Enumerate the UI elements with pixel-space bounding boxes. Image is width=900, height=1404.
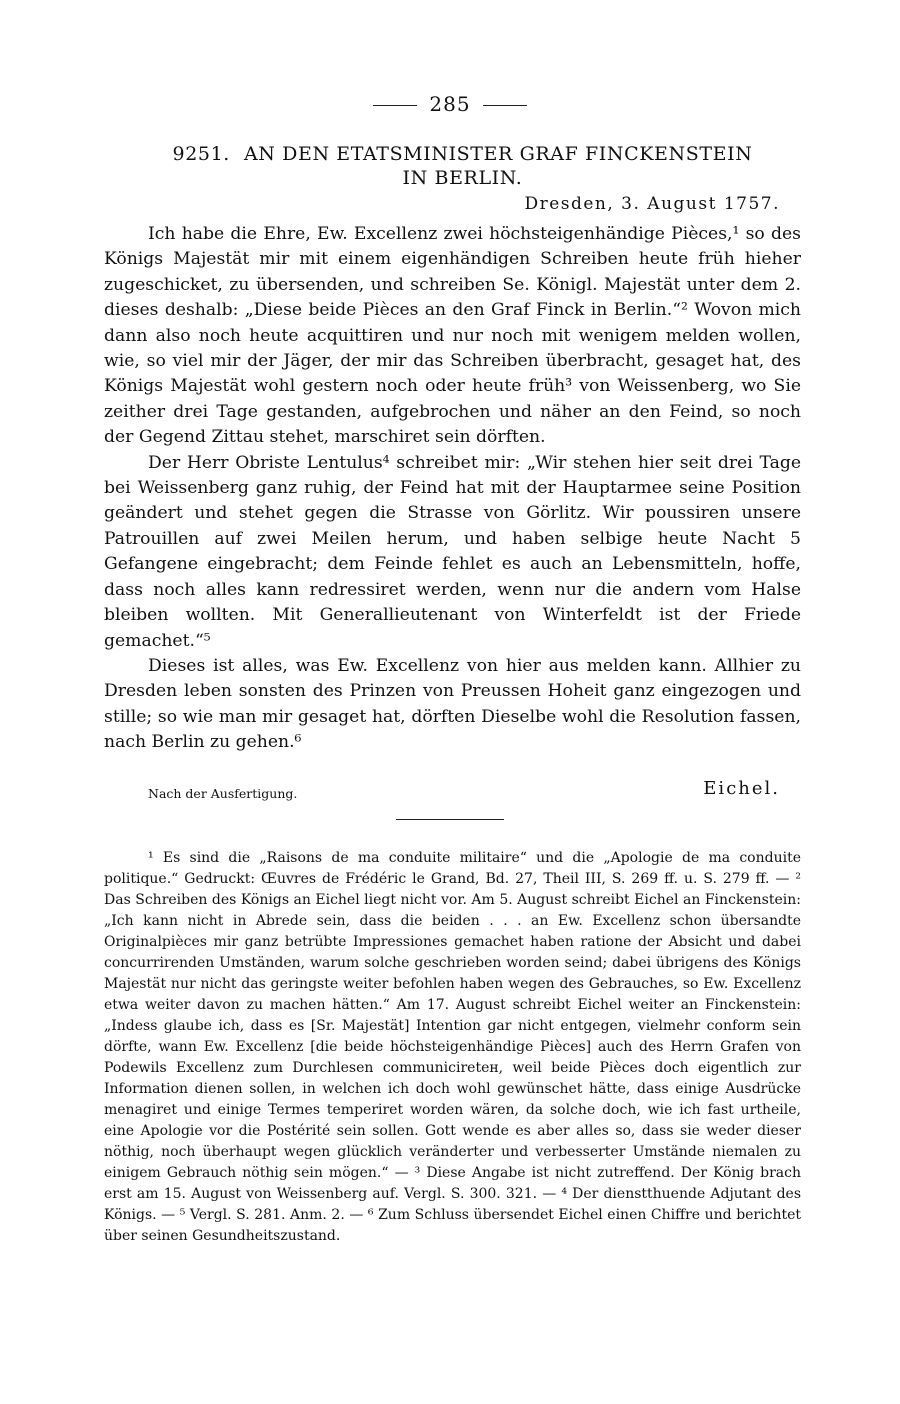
letter-recipient: AN DEN ETATSMINISTER GRAF FINCKENSTEIN xyxy=(243,143,753,165)
page-header xyxy=(0,92,900,116)
letter-number: 9251. xyxy=(172,143,230,165)
letter-dateline: Dresden, 3. August 1757. xyxy=(524,194,780,214)
letter-paragraph-1: Ich habe die Ehre, Ew. Excellenz zwei höchsteigenhändige Pièces,¹ so des Königs Majestät mir mit einem eigenhändigen Schreiben heute früh hieher zugeschicket, zu übersenden, und schreiben Se. Königl. Majestät unter dem 2. dieses deshalb: „Diese beide Pièces an den Graf Finck in Berlin.“² Wovon mich dann also noch heute acquittiren und nur noch mit wenigem melden wollen, wie, so viel mir der Jäger, der mir das Schreiben überbracht, gesaget hat, des Königs Majestät wohl gestern noch oder heute früh³ von Weissenberg, wo Sie zeither drei Tage gestanden, aufgebrochen und näher an den Feind, so noch der Gegend Zittau stehet, marschiret sein dörften. xyxy=(104,224,801,448)
footnotes-text: ¹ Es sind die „Raisons de ma conduite militaire“ und die „Apologie de ma conduite politique.“ Gedruckt: Œuvres de Frédéric le Grand, Bd. 27, Theil III, S. 269 ff. u. S. 279 ff. — ² Das Schreiben des Königs an Eichel liegt nicht vor. Am 5. August schreibt Eichel an Finckenstein: „Ich kann nicht in Abrede sein, dass die beiden . . . an Ew. Excellenz schon übersandte Originalpièces mir ganz betrübte Impressiones gemachet haben ratione der Absicht und dabei concurrirenden Umständen, warum solche geschrieben worden seind; dabei übrigens des Königs Majestät nur nicht das geringste weiter befohlen haben wegen des Gebrauches, so Ew. Excellenz etwa weiter davon zu machen hätten.“ Am 17. August schreibt Eichel weiter an Finckenstein: „Indess glaube ich, dass es [Sr. Majestät] Intention gar nicht entgegen, vielmehr conform sein dörfte, wann Ew. Excellenz [die beide höchsteigenhändige Pièces] auch des Herrn Grafen von Podewils Excellenz zum Durchlesen communiciretен, weil beide Pièces doch eigentlich zur Information dienen sollen, in welchen ich doch wohl gewünschet hätte, dass einige Ausdrücke menagiret und einige Termes temperiret worden wären, da solche doch, wie ich fast urtheile, eine Apologie vor die Postérité sein sollen. Gott wende es aber alles so, dass sie weder dieser nöthig, noch überhaupt wegen glücklich veränderter und verbesserter Umstände niemalen zu einigem Gebrauch nöthig sein mögen.“ — ³ Diese Angabe ist nicht zutreffend. Der König brach erst am 15. August von Weissenberg auf. Vergl. S. 300. 321. — ⁴ Der dienstthuende Adjutant des Königs. — ⁵ Vergl. S. 281. Anm. 2. — ⁶ Zum Schluss übersendet Eichel einen Chiffre und berichtet über seinen Gesundheitszustand. xyxy=(104,850,801,1244)
source-note: Nach der Ausfertigung. xyxy=(148,786,298,801)
letter-body xyxy=(104,222,801,756)
signature: Eichel. xyxy=(703,778,780,799)
signature-row xyxy=(148,778,780,804)
header-dash-left xyxy=(373,105,417,106)
letter-heading-line2: IN BERLIN. xyxy=(402,167,523,189)
letter-heading-line1 xyxy=(145,142,780,166)
footnote-separator xyxy=(396,819,504,820)
letter-heading xyxy=(145,142,780,190)
letter-paragraph-2: Der Herr Obriste Lentulus⁴ schreibet mir: „Wir stehen hier seit drei Tage bei Weissenberg ganz ruhig, der Feind hat mit der Hauptarmee seine Position geändert und stehet gegen die Strasse von Görlitz. Wir poussiren unsere Patrouillen auf zwei Meilen herum, und haben selbige heute Nacht 5 Gefangene eingebracht; dem Feinde fehlet es auch an Lebensmitteln, hoffe, dass noch alles kann redressiret werden, wenn nur die andern vom Halse bleiben wollten. Mit Generallieutenant von Winterfeldt ist der Friede gemachet.“⁵ xyxy=(104,452,801,651)
footnotes xyxy=(104,848,801,1247)
page-number: 285 xyxy=(429,92,471,116)
letter-paragraph-3: Dieses ist alles, was Ew. Excellenz von hier aus melden kann. Allhier zu Dresden leben sonsten des Prinzen von Preussen Hoheit ganz eingezogen und stille; so wie man mir gesaget hat, dörften Dieselbe wohl die Resolution fassen, nach Berlin zu gehen.⁶ xyxy=(104,655,801,753)
header-dash-right xyxy=(483,105,527,106)
